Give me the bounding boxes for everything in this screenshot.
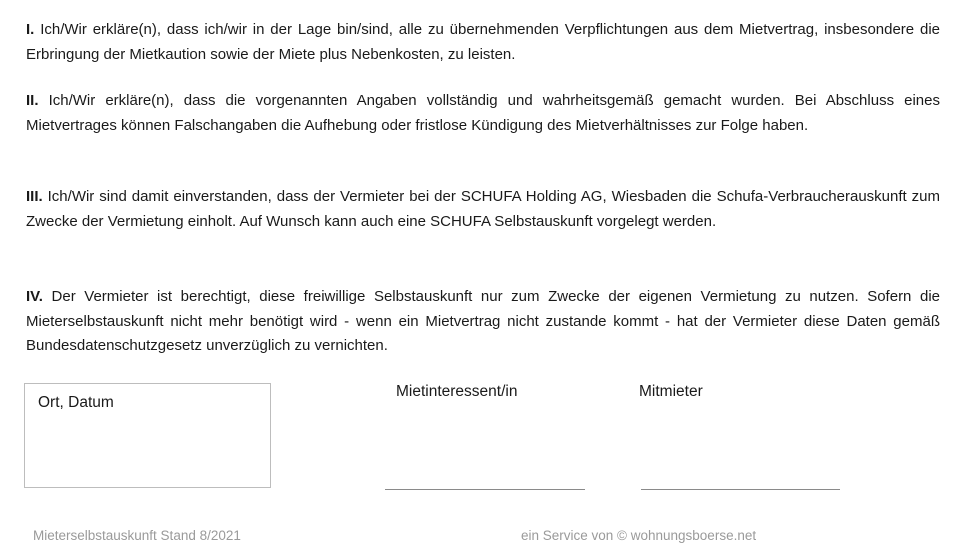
clause-number: IV. [26, 288, 43, 305]
cotenant-signature-label: Mitmieter [639, 383, 703, 400]
place-date-label: Ort, Datum [38, 394, 114, 411]
tenant-signature-line[interactable] [385, 489, 585, 490]
clause-3 [26, 185, 940, 234]
tenant-signature-label: Mietinteressent/in [396, 383, 518, 400]
cotenant-signature-line[interactable] [641, 489, 840, 490]
clause-2 [26, 89, 940, 138]
clause-1 [26, 18, 940, 67]
clause-number: III. [26, 188, 43, 205]
clause-number: I. [26, 21, 35, 38]
footer-service-credit: ein Service von © wohnungsboerse.net [521, 528, 757, 543]
clause-number: II. [26, 92, 39, 109]
place-date-field[interactable] [24, 383, 271, 488]
clause-text: Ich/Wir erkläre(n), dass ich/wir in der Lage bin/sind, alle zu übernehmenden Verpflichtungen aus dem Mietvertrag, insbesondere die Erbringung der Mietkaution sowie der Miete plus Nebenkosten, zu leisten. [26, 21, 941, 63]
clause-4 [26, 285, 940, 359]
footer-form-version: Mieterselbstauskunft Stand 8/2021 [33, 528, 241, 543]
clause-text: Ich/Wir erkläre(n), dass die vorgenannten Angaben vollständig und wahrheitsgemäß gemacht wurden. Bei Abschluss eines Mietvertrages können Falschangaben die Aufhebung oder fristlose Kündigung des Mietverhältnisses zur Folge haben. [26, 92, 940, 134]
clause-text: Ich/Wir sind damit einverstanden, dass der Vermieter bei der SCHUFA Holding AG, Wiesbaden die Schufa-Verbraucherauskunft zum Zwecke der Vermietung einholt. Auf Wunsch kann auch eine SCHUFA Selbstauskunft vorgelegt werden. [26, 188, 940, 230]
clause-text: Der Vermieter ist berechtigt, diese freiwillige Selbstauskunft nur zum Zwecke der eigenen Vermietung zu nutzen. Sofern die Mieterselbstauskunft nicht mehr benötigt wird - wenn ein Mietvertrag nicht zustande kommt - hat der Vermieter diese Daten gemäß Bundesdatenschutzgesetz unverzüglich zu vernichten. [26, 288, 940, 354]
